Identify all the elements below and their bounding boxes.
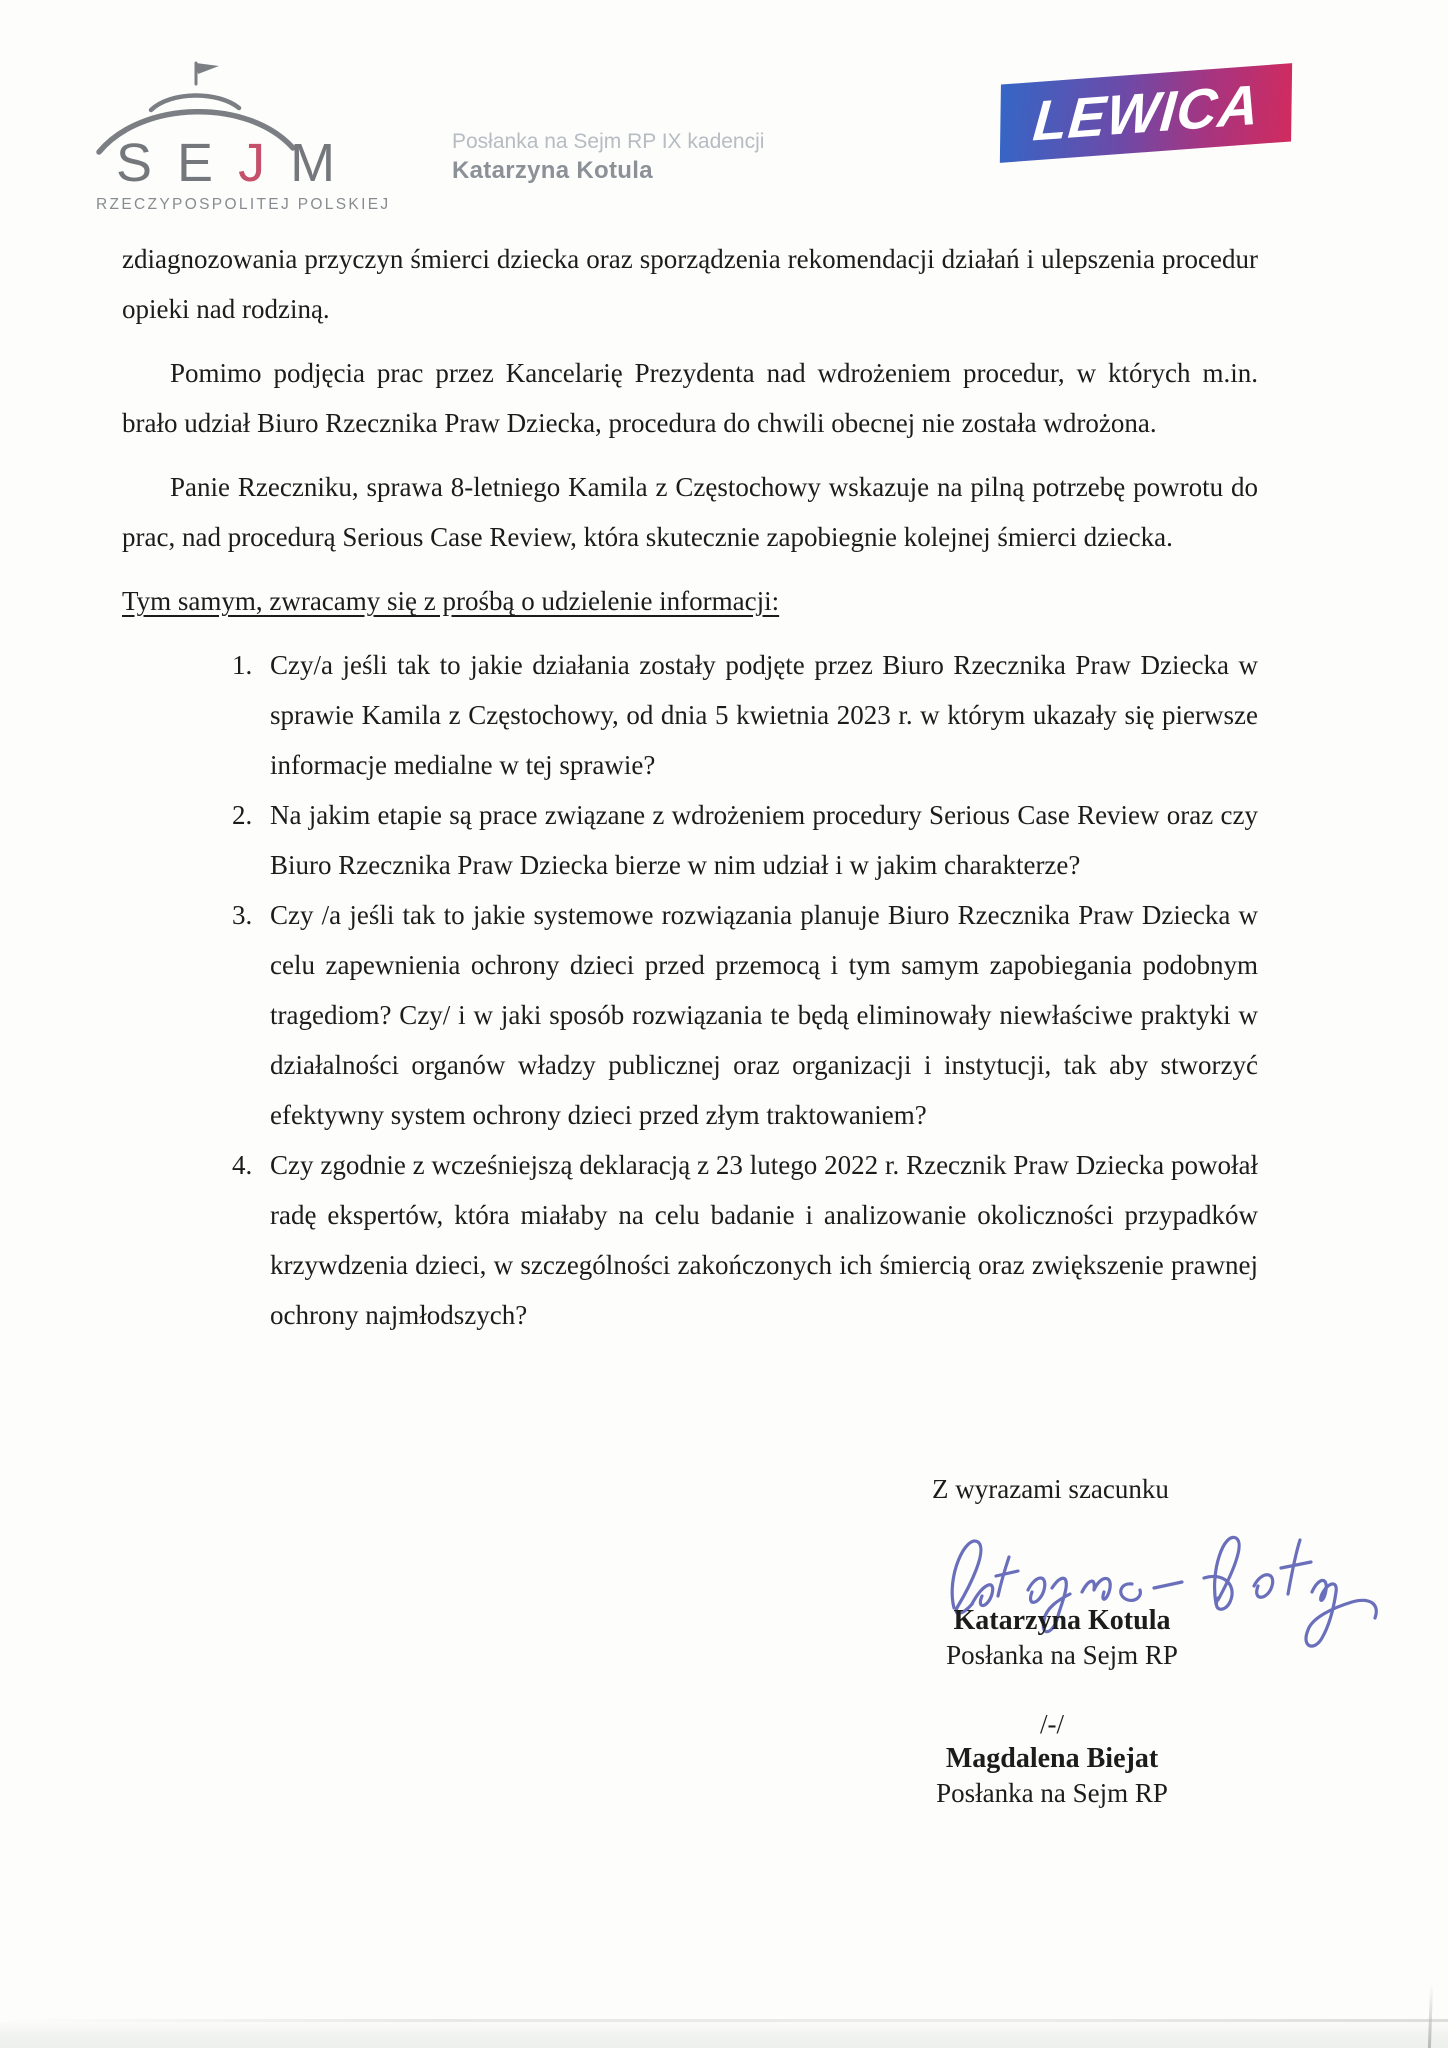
paragraph-continuation: zdiagnozowania przyczyn śmierci dziecka oraz sporządzenia rekomendacji działań i ulepszenia procedur opieki nad rodziną. <box>122 244 1258 324</box>
sejm-wordmark <box>116 133 336 193</box>
sejm-letter-s: S <box>116 133 153 193</box>
paragraph-panie-rzeczniku: Panie Rzeczniku, sprawa 8-letniego Kamila z Częstochowy wskazuje na pilną potrzebę powrotu do prac, nad procedurą Serious Case Review, która skutecznie zapobiegnie kolejnej śmierci dziecka. <box>122 472 1258 552</box>
signer-title: Posłanka na Sejm RP <box>936 1778 1168 1808</box>
question-item-1: Czy/a jeśli tak to jakie działania zostały podjęte przez Biuro Rzecznika Praw Dziecka w sprawie Kamila z Częstochowy, od dnia 5 kwietnia 2023 r. w którym ukazały się pierwsze informacje medialne w tej sprawie? <box>270 650 1258 780</box>
request-heading: Tym samym, zwracamy się z prośbą o udzielenie informacji: <box>122 586 780 616</box>
question-item-4: Czy zgodnie z wcześniejszą deklaracją z 23 lutego 2022 r. Rzecznik Praw Dziecka powołał radę ekspertów, która miałaby na celu badanie i analizowanie okoliczności przypadków krzywdzenia dzieci, w szczególności zakończonych ich śmiercią oraz zwiększenie prawnej ochrony najmłodszych? <box>270 1150 1258 1330</box>
signature-block-biejat <box>862 1706 1242 1810</box>
signed-mark: /-/ <box>1040 1709 1064 1739</box>
signature-block-kotula <box>872 1604 1252 1672</box>
sejm-letter-m: M <box>290 133 336 193</box>
sejm-logo <box>92 58 391 223</box>
signer-name: Magdalena Biejat <box>945 1743 1159 1774</box>
scan-bottom-strip <box>0 2022 1448 2048</box>
question-item-3: Czy /a jeśli tak to jakie systemowe rozwiązania planuje Biuro Rzecznika Praw Dziecka w celu zapewnienia ochrony dzieci przed przemocą i tym samym zapobiegania podobnym tragediom? Czy/ i w jaki sposób rozwiązania te będą eliminowały niewłaściwe praktyki w działalności organów władzy publicznej oraz organizacji i instytucji, tak aby stworzyć efektywny system ochrony dzieci przed złym traktowaniem? <box>270 900 1258 1130</box>
letter-body <box>122 234 1258 1340</box>
sejm-letter-e: E <box>177 133 214 193</box>
question-item-2: Na jakim etapie są prace związane z wdrożeniem procedury Serious Case Review oraz czy Biuro Rzecznika Praw Dziecka bierze w nim udział i w jakim charakterze? <box>270 800 1258 880</box>
sender-name: Katarzyna Kotula <box>452 157 653 184</box>
sejm-letter-j: J <box>238 133 266 193</box>
sender-block <box>452 128 764 186</box>
paragraph-kancelaria: Pomimo podjęcia prac przez Kancelarię Prezydenta nad wdrożeniem procedur, w których m.in. brało udział Biuro Rzecznika Praw Dziecka, procedura do chwili obecnej nie została wdrożona. <box>122 358 1258 438</box>
sejm-subtitle: RZECZYPOSPOLITEJ POLSKIEJ <box>96 196 391 213</box>
closing-phrase: Z wyrazami szacunku <box>932 1474 1169 1504</box>
lewica-logo <box>1000 63 1292 163</box>
signer-name: Katarzyna Kotula <box>953 1605 1171 1636</box>
lewica-wordmark: LEWICA <box>1030 72 1262 153</box>
sender-role: Posłanka na Sejm RP IX kadencji <box>452 130 765 153</box>
questions-list <box>122 640 1258 1340</box>
signer-title: Posłanka na Sejm RP <box>946 1640 1178 1670</box>
